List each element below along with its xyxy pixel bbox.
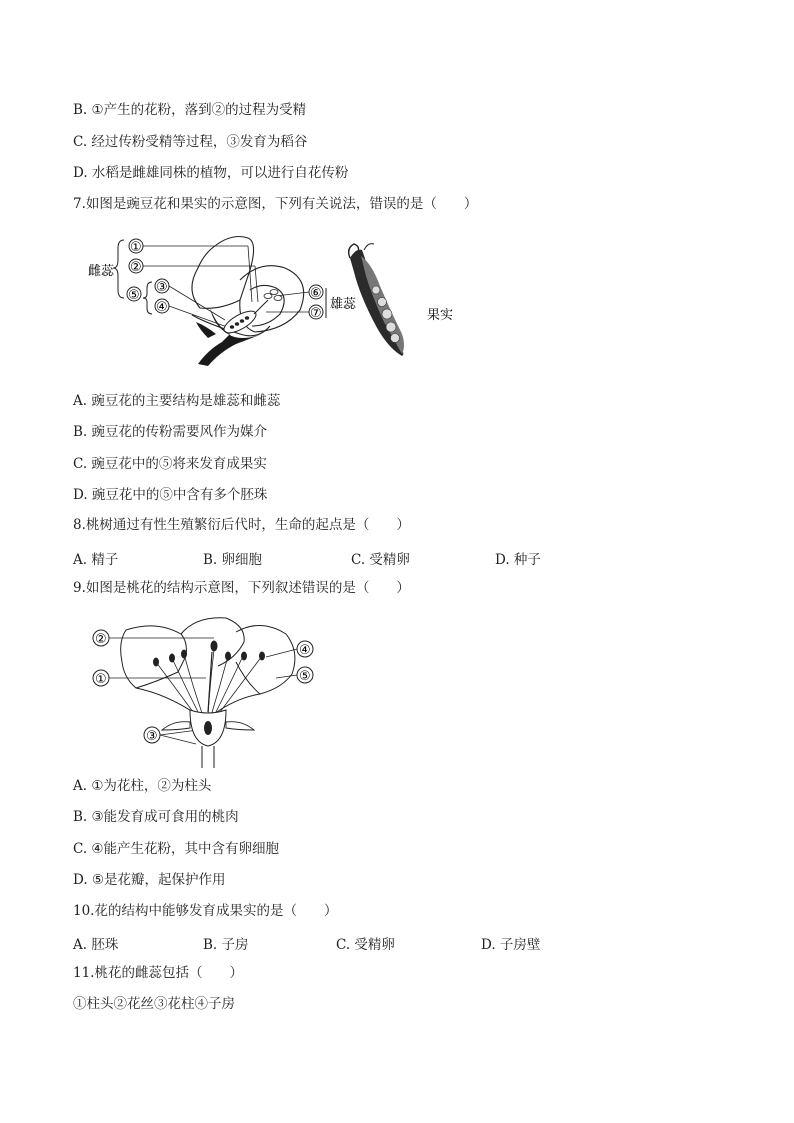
q10-option-d: D. 子房壁 (481, 937, 541, 953)
marker-3: ③ (146, 729, 158, 744)
marker-4: ④ (299, 643, 311, 658)
marker-6: ⑥ (310, 286, 322, 301)
q8-stem: 8.桃树通过有性生殖繁衍后代时，生命的起点是（ ） (73, 517, 410, 533)
q7-option-c: C. 豌豆花中的⑤将来发育成果实 (73, 456, 267, 472)
q8-options (73, 548, 723, 566)
q9-option-a: A. ①为花柱，②为柱头 (73, 778, 212, 794)
q9-option-c: C. ④能产生花粉，其中含有卵细胞 (73, 841, 280, 857)
q10-option-c: C. 受精卵 (336, 937, 395, 953)
pistil-label: 雌蕊 (88, 264, 115, 279)
q7-option-a: A. 豌豆花的主要结构是雄蕊和雌蕊 (73, 393, 281, 409)
marker-5: ⑤ (299, 669, 311, 684)
pea-flower-and-fruit-figure (80, 230, 470, 375)
marker-2: ② (130, 260, 142, 275)
q11-items: ①柱头②花丝③花柱④子房 (73, 996, 235, 1012)
q6-option-c: C. 经过传粉受精等过程，③发育为稻谷 (73, 134, 308, 150)
q10-option-b: B. 子房 (203, 937, 249, 953)
marker-7: ⑦ (310, 306, 322, 321)
marker-1: ① (130, 240, 142, 255)
marker-1: ① (95, 672, 107, 687)
q8-option-a: A. 精子 (73, 552, 119, 568)
q7-option-b: B. 豌豆花的传粉需要风作为媒介 (73, 424, 268, 440)
q10-options (73, 933, 723, 951)
q8-option-c: C. 受精卵 (351, 552, 410, 568)
q6-option-d: D. 水稻是雌雄同株的植物，可以进行自花传粉 (73, 165, 349, 181)
q7-stem: 7.如图是豌豆花和果实的示意图，下列有关说法，错误的是（ ） (73, 196, 478, 212)
q6-option-b: B. ①产生的花粉，落到②的过程为受精 (73, 102, 307, 118)
q10-stem: 10.花的结构中能够发育成果实的是（ ） (73, 903, 338, 919)
q9-stem: 9.如图是桃花的结构示意图，下列叙述错误的是（ ） (73, 580, 410, 596)
peach-flower-figure (86, 612, 326, 770)
marker-4: ④ (156, 300, 168, 315)
q8-option-d: D. 种子 (495, 552, 541, 568)
fruit-label: 果实 (427, 308, 454, 323)
q7-option-d: D. 豌豆花中的⑤中含有多个胚珠 (73, 487, 268, 503)
q9-option-d: D. ⑤是花瓣，起保护作用 (73, 872, 226, 888)
stamen-label: 雄蕊 (330, 297, 357, 312)
q8-option-b: B. 卵细胞 (203, 552, 263, 568)
marker-2: ② (95, 632, 107, 647)
q9-option-b: B. ③能发育成可食用的桃肉 (73, 809, 239, 825)
marker-5: ⑤ (128, 288, 140, 303)
marker-3: ③ (156, 280, 168, 295)
q10-option-a: A. 胚珠 (73, 937, 119, 953)
q11-stem: 11.桃花的雌蕊包括（ ） (73, 965, 243, 981)
